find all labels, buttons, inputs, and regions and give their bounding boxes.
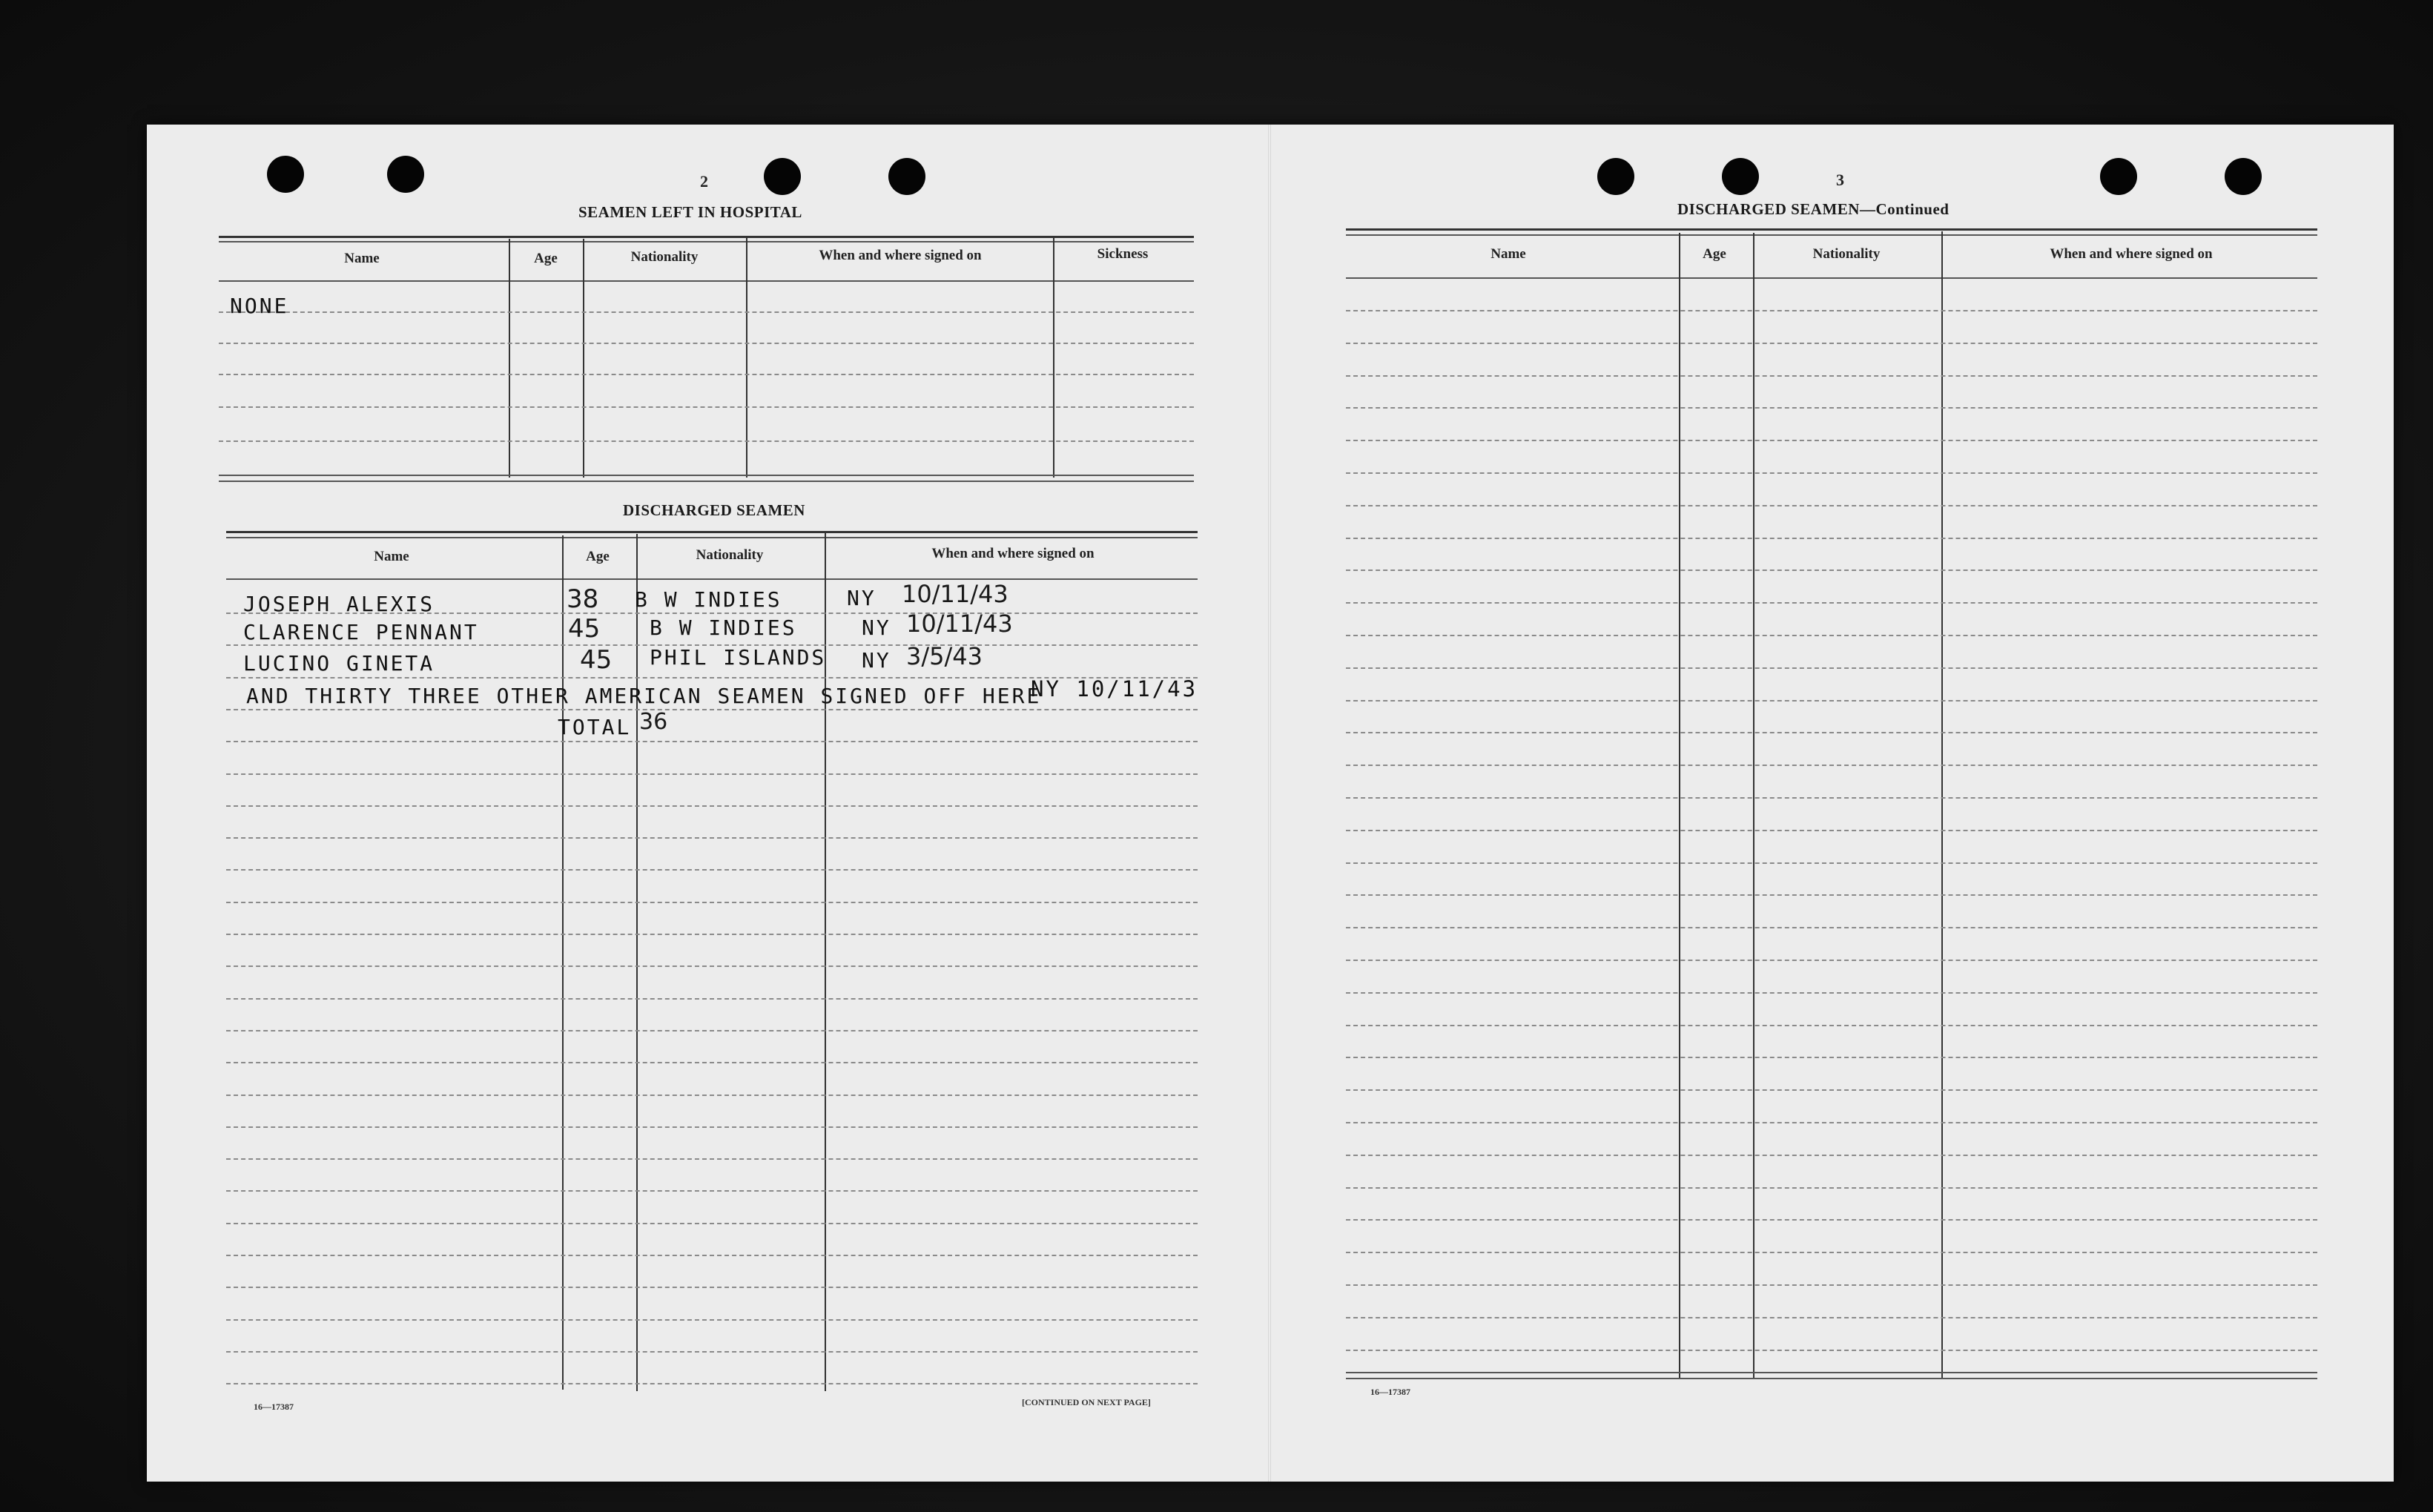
column-header-nationality: Nationality bbox=[630, 249, 699, 265]
entry-line bbox=[1346, 505, 2317, 506]
table-top-rule bbox=[226, 537, 1198, 538]
table-top-rule bbox=[1346, 228, 2317, 231]
seaman-name: CLARENCE PENNANT bbox=[243, 620, 479, 644]
entry-line bbox=[1346, 343, 2317, 344]
title-suffix: —Continued bbox=[1859, 200, 1950, 218]
entry-line bbox=[226, 1223, 1198, 1224]
header-rule bbox=[219, 280, 1194, 282]
form-number: 16—17387 bbox=[254, 1402, 294, 1412]
column-header-name: Name bbox=[374, 549, 409, 564]
entry-line bbox=[1346, 667, 2317, 669]
entry-line bbox=[1346, 440, 2317, 441]
entry-line bbox=[219, 374, 1194, 375]
additional-seamen-note: AND THIRTY THREE OTHER AMERICAN SEAMEN SIGNED OFF HERE bbox=[246, 684, 1042, 708]
page-number: 2 bbox=[700, 172, 708, 191]
entry-line bbox=[1346, 570, 2317, 571]
continued-note: [CONTINUED ON NEXT PAGE] bbox=[1022, 1397, 1151, 1407]
punch-hole bbox=[387, 156, 424, 193]
punch-hole bbox=[2225, 158, 2262, 195]
entry-line bbox=[226, 1351, 1198, 1353]
entry-line bbox=[1346, 960, 2317, 961]
seaman-age: 38 bbox=[567, 584, 599, 614]
entry-line bbox=[1346, 538, 2317, 539]
seaman-name: LUCINO GINETA bbox=[243, 651, 435, 676]
column-header-age: Age bbox=[586, 549, 610, 564]
entry-line bbox=[219, 343, 1194, 344]
entry-line bbox=[1346, 927, 2317, 928]
signed-on-date: 10/11/43 bbox=[902, 580, 1008, 608]
entry-line bbox=[1346, 635, 2317, 636]
punch-hole bbox=[267, 156, 304, 193]
entry-line bbox=[1346, 1284, 2317, 1286]
entry-line bbox=[226, 1030, 1198, 1031]
entry-line bbox=[1346, 700, 2317, 701]
punch-hole bbox=[764, 158, 801, 195]
entry-line bbox=[1346, 862, 2317, 864]
entry-line bbox=[226, 1095, 1198, 1096]
column-header-signed-on: When and where signed on bbox=[2050, 246, 2213, 262]
column-header-signed-on: When and where signed on bbox=[931, 546, 1095, 561]
seaman-nationality: B W INDIES bbox=[635, 587, 782, 612]
signed-on-place: NY bbox=[862, 615, 891, 640]
column-divider bbox=[636, 534, 638, 1391]
entry-line bbox=[1346, 1187, 2317, 1189]
entry-line bbox=[1346, 1089, 2317, 1091]
entry-line bbox=[226, 869, 1198, 871]
table-top-rule bbox=[219, 241, 1194, 242]
column-header-age: Age bbox=[534, 251, 558, 266]
table-bottom-rule bbox=[219, 475, 1194, 476]
entry-line bbox=[226, 837, 1198, 839]
seaman-age: 45 bbox=[568, 614, 601, 644]
entry-line bbox=[1346, 1350, 2317, 1351]
entry-line bbox=[219, 440, 1194, 442]
entry-line bbox=[1346, 602, 2317, 604]
entry-line bbox=[226, 805, 1198, 807]
signed-on-place: NY bbox=[862, 648, 891, 673]
entry-line bbox=[226, 998, 1198, 1000]
entry-line bbox=[1346, 1025, 2317, 1026]
entry-line bbox=[1346, 830, 2317, 831]
table-top-rule bbox=[226, 531, 1198, 533]
entry-line bbox=[1346, 1219, 2317, 1221]
entry-line bbox=[226, 1255, 1198, 1256]
page-fold bbox=[1268, 125, 1271, 1482]
discharged-section-title: DISCHARGED SEAMEN bbox=[623, 501, 805, 519]
seaman-nationality: PHIL ISLANDS bbox=[650, 645, 827, 670]
total-label: TOTAL bbox=[558, 715, 632, 739]
discharged-continued-title bbox=[1677, 200, 1949, 219]
punch-hole bbox=[1597, 158, 1634, 195]
entry-line bbox=[1346, 1122, 2317, 1123]
entry-line bbox=[226, 773, 1198, 775]
additional-seamen-date: NY 10/11/43 bbox=[1031, 676, 1198, 701]
entry-line bbox=[226, 1319, 1198, 1321]
signed-on-date: 3/5/43 bbox=[906, 642, 983, 670]
column-header-age: Age bbox=[1703, 246, 1726, 262]
entry-line bbox=[1346, 1252, 2317, 1253]
column-divider bbox=[1679, 233, 1680, 1379]
table-bottom-rule bbox=[219, 481, 1194, 482]
column-divider bbox=[1941, 231, 1943, 1379]
entry-line bbox=[226, 741, 1198, 742]
entry-line bbox=[1346, 765, 2317, 766]
title-text: DISCHARGED SEAMEN bbox=[1677, 200, 1860, 218]
entry-line bbox=[1346, 310, 2317, 311]
total-value: 36 bbox=[639, 709, 668, 735]
entry-line bbox=[1346, 732, 2317, 733]
table-top-rule bbox=[1346, 234, 2317, 236]
entry-line bbox=[1346, 375, 2317, 377]
column-divider bbox=[562, 535, 564, 1390]
entry-line bbox=[226, 1126, 1198, 1128]
column-header-name: Name bbox=[1490, 246, 1526, 262]
entry-line bbox=[226, 1062, 1198, 1063]
entry-line bbox=[1346, 894, 2317, 896]
punch-hole bbox=[888, 158, 925, 195]
entry-line bbox=[226, 1383, 1198, 1384]
column-header-name: Name bbox=[344, 251, 380, 266]
punch-hole bbox=[2100, 158, 2137, 195]
seaman-name: JOSEPH ALEXIS bbox=[243, 592, 435, 616]
entry-line bbox=[1346, 1057, 2317, 1058]
column-divider bbox=[1753, 233, 1754, 1379]
column-header-sickness: Sickness bbox=[1097, 246, 1149, 262]
entry-line bbox=[226, 965, 1198, 967]
column-header-signed-on: When and where signed on bbox=[819, 248, 982, 263]
entry-line bbox=[226, 709, 1198, 710]
column-header-nationality: Nationality bbox=[696, 547, 764, 563]
entry-line bbox=[219, 406, 1194, 408]
form-number: 16—17387 bbox=[1370, 1387, 1410, 1397]
hospital-entry: NONE bbox=[230, 294, 289, 318]
table-top-rule bbox=[219, 236, 1194, 238]
punch-hole bbox=[1722, 158, 1759, 195]
entry-line bbox=[226, 902, 1198, 903]
column-header-nationality: Nationality bbox=[1812, 246, 1881, 262]
entry-line bbox=[226, 934, 1198, 935]
hospital-section-title: SEAMEN LEFT IN HOSPITAL bbox=[578, 203, 802, 221]
entry-line bbox=[1346, 797, 2317, 799]
entry-line bbox=[219, 311, 1194, 313]
seaman-nationality: B W INDIES bbox=[650, 615, 797, 640]
page-number: 3 bbox=[1836, 171, 1844, 189]
entry-line bbox=[1346, 1155, 2317, 1156]
header-rule bbox=[226, 578, 1198, 580]
signed-on-date: 10/11/43 bbox=[906, 610, 1013, 638]
entry-line bbox=[226, 1287, 1198, 1288]
entry-line bbox=[226, 1190, 1198, 1192]
seaman-age: 45 bbox=[580, 645, 613, 675]
table-bottom-rule bbox=[1346, 1372, 2317, 1373]
entry-line bbox=[1346, 472, 2317, 474]
signed-on-place: NY bbox=[847, 586, 877, 610]
table-bottom-rule bbox=[1346, 1378, 2317, 1379]
header-rule bbox=[1346, 277, 2317, 279]
entry-line bbox=[1346, 407, 2317, 409]
entry-line bbox=[226, 1158, 1198, 1160]
entry-line bbox=[1346, 992, 2317, 994]
entry-line bbox=[1346, 1317, 2317, 1318]
